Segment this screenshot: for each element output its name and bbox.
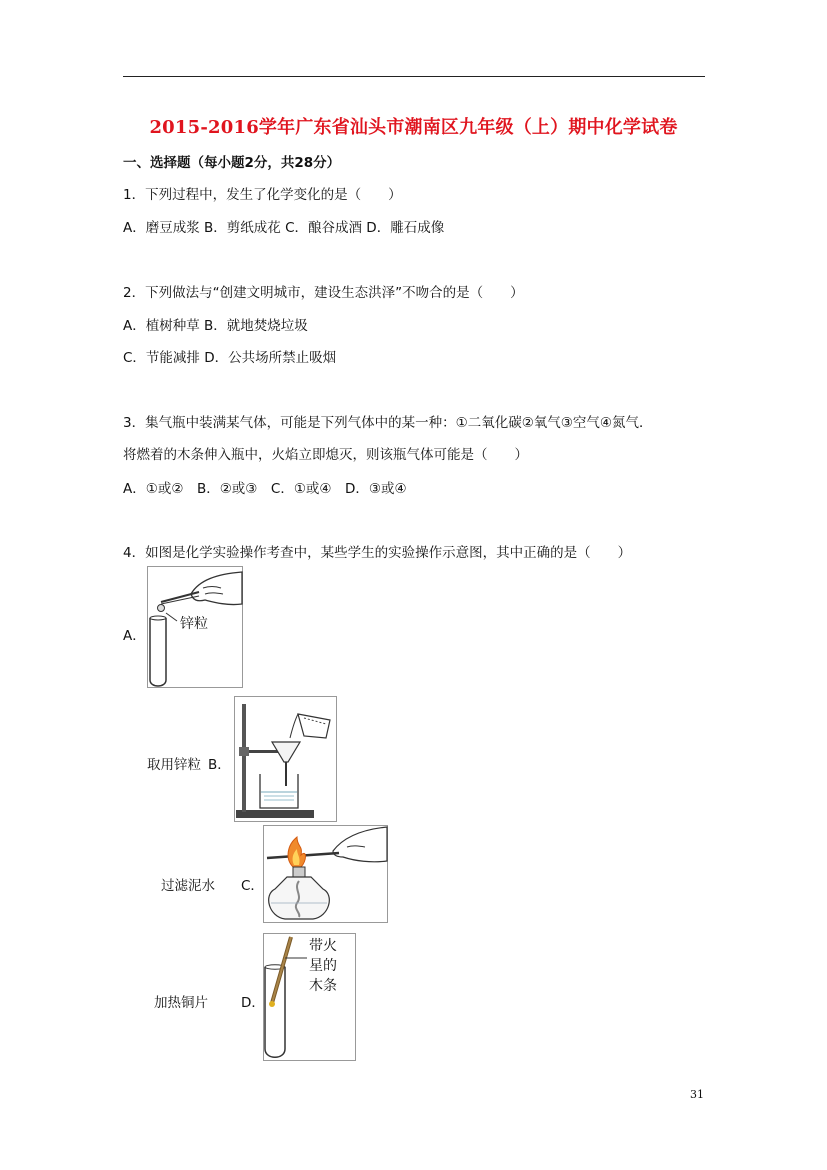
question-1-options: A．磨豆成浆 B．剪纸成花 C．酿谷成酒 D．雕石成像 xyxy=(123,220,445,236)
figure-d-glowing-splint xyxy=(263,933,356,1061)
question-3-options: A．①或② B．②或③ C．①或④ D．③或④ xyxy=(123,481,407,497)
section-heading: 一、选择题（每小题2分，共28分） xyxy=(123,155,341,171)
option-b-label: B． xyxy=(208,757,231,773)
figure-d-label-3: 木条 xyxy=(309,978,337,994)
question-3-stem-1: 3．集气瓶中装满某气体，可能是下列气体中的某一种：①二氧化碳②氧气③空气④氮气． xyxy=(123,415,653,431)
caption-c: 加热铜片 xyxy=(154,995,208,1011)
question-1-stem: 1．下列过程中，发生了化学变化的是（ ） xyxy=(123,187,402,203)
question-3-stem-2: 将燃着的木条伸入瓶中，火焰立即熄灭，则该瓶气体可能是（ ） xyxy=(123,447,528,463)
exam-title: 2015-2016学年广东省汕头市潮南区九年级（上）期中化学试卷 xyxy=(149,117,678,138)
figure-d-label-1: 带火 xyxy=(309,938,337,954)
figure-a-zinc-granule xyxy=(147,566,243,688)
figure-d-label-2: 星的 xyxy=(309,958,337,974)
question-2-stem: 2．下列做法与“创建文明城市，建设生态洪泽”不吻合的是（ ） xyxy=(123,285,524,301)
option-c-label: C． xyxy=(241,878,264,894)
figure-b-filtration xyxy=(234,696,337,822)
option-a-label: A． xyxy=(123,628,146,644)
question-2-options-2: C．节能减排 D．公共场所禁止吸烟 xyxy=(123,350,337,366)
figure-a-label: 锌粒 xyxy=(180,616,208,632)
option-d-label: D． xyxy=(241,995,265,1011)
caption-b: 过滤泥水 xyxy=(161,878,215,894)
figure-c-alcohol-lamp xyxy=(263,825,388,923)
page-number: 31 xyxy=(690,1088,704,1101)
header-rule xyxy=(123,76,705,77)
question-4-stem: 4．如图是化学实验操作考查中，某些学生的实验操作示意图，其中正确的是（ ） xyxy=(123,545,632,561)
caption-a: 取用锌粒 xyxy=(147,757,201,773)
question-2-options-1: A．植树种草 B．就地焚烧垃圾 xyxy=(123,318,308,334)
